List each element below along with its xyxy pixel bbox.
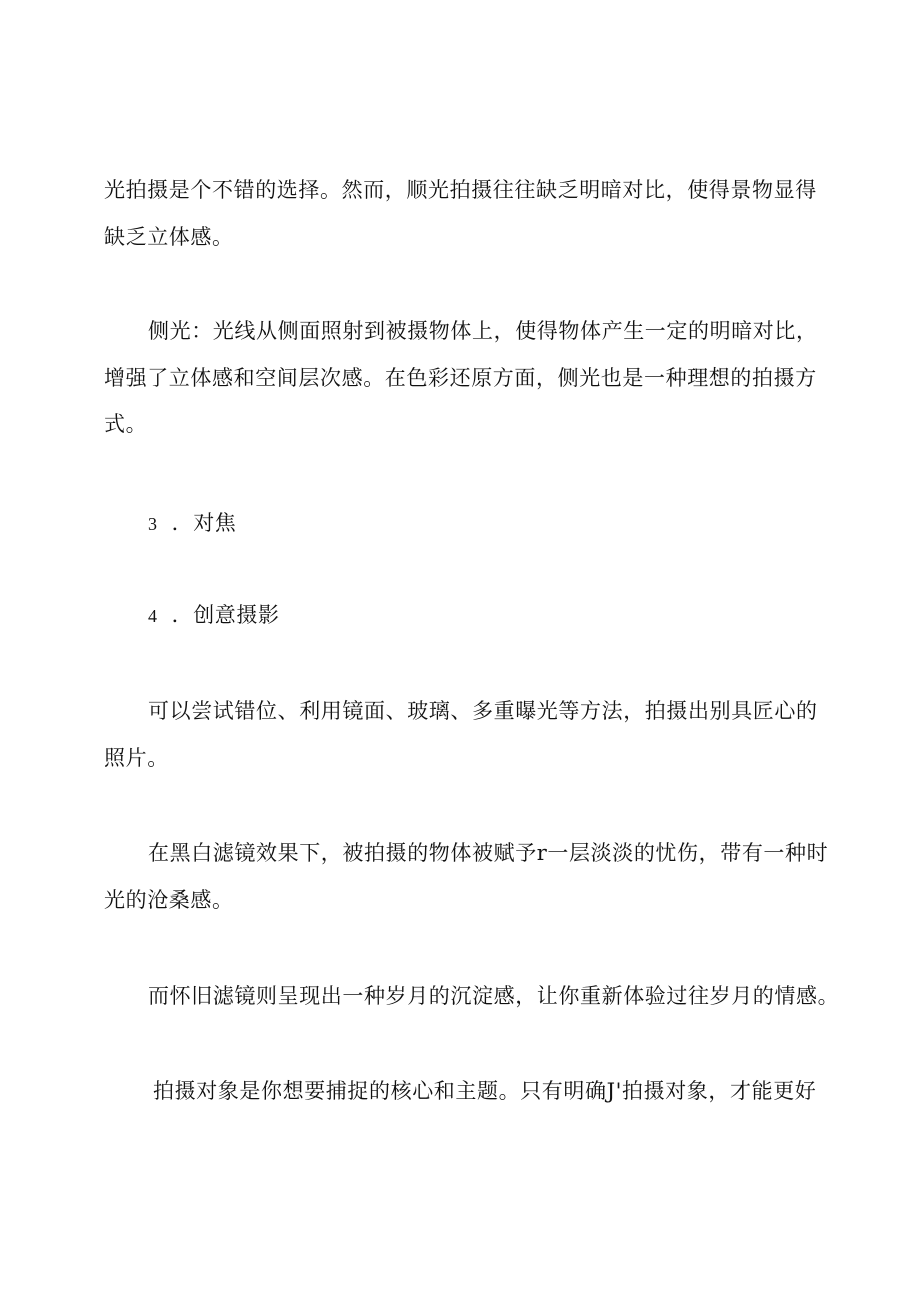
section-number-3: 3 <box>148 514 158 534</box>
paragraph-1-line-1: 光拍摄是个不错的选择。然而，顺光拍摄往往缺乏明暗对比，使得景物显得 <box>104 178 817 202</box>
paragraph-3-line-1: 可以尝试错位、利用镜面、玻璃、多重曝光等方法，拍摄出别具匠心的 <box>148 699 818 723</box>
paragraph-2-line-3: 式。 <box>104 412 148 436</box>
paragraph-5-line-1: 而怀旧滤镜则呈现出一种岁月的沉淀感，让你重新体验过往岁月的情感。 <box>148 984 840 1008</box>
paragraph-2-line-1: 侧光：光线从侧面照射到被摄物体上，使得物体产生一定的明暗对比， <box>148 319 818 343</box>
section-heading-4 <box>148 601 280 630</box>
section-title-4: ．创意摄影 <box>171 603 280 627</box>
section-heading-3 <box>148 509 236 538</box>
paragraph-4-line-1: 在黑白滤镜效果下，被拍摄的物体被赋予r一层淡淡的忧伤，带有一种时 <box>148 841 829 865</box>
section-number-4: 4 <box>148 606 158 626</box>
paragraph-1-line-2: 缺乏立体感。 <box>104 225 234 249</box>
section-title-3: ．对焦 <box>171 511 237 535</box>
paragraph-2-line-2: 增强了立体感和空间层次感。在色彩还原方面，侧光也是一种理想的拍摄方 <box>104 366 817 390</box>
paragraph-6-line-1: 拍摄对象是你想要捕捉的核心和主题。只有明确J'拍摄对象，才能更好 <box>153 1079 817 1103</box>
paragraph-3-line-2: 照片。 <box>104 746 169 770</box>
paragraph-4-line-2: 光的沧桑感。 <box>104 888 234 912</box>
